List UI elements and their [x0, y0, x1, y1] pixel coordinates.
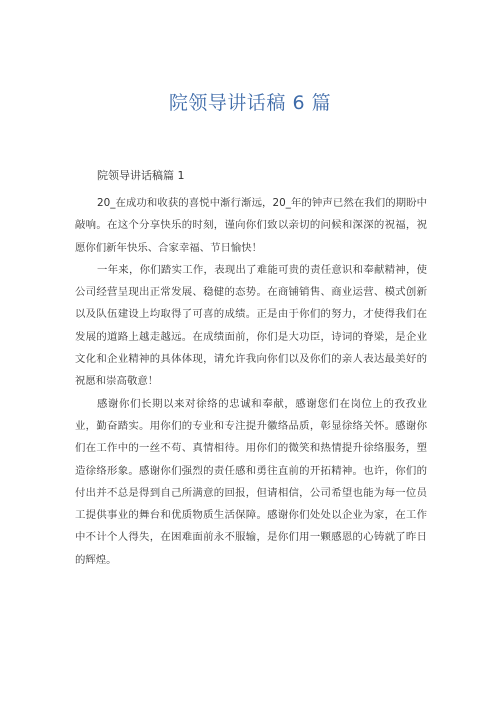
document-title: 院领导讲话稿 6 篇: [168, 92, 332, 114]
document-body: [75, 166, 427, 571]
paragraph: 感谢你们长期以来对徐络的忠诚和奉献，感谢您们在岗位上的孜孜业业，勤奋踏实。用你们的专业和专注提升徽络品质，彰显徐络关怀。感谢你们在工作中的一丝不苟、真情相待。用你们的微笑和热情提升徐络服务，塑造徐络形象。感谢你们强烈的责任感和勇往直前的开拓精神。也许，你们的付出并不总是得到自己所满意的回报，但请相信，公司希望也能为每一位员工提供事业的舞台和优质物质生活保障。感谢你们处处以企业为家，在工作中不计个人得失，在困难面前永不服输，是你们用一颗感恩的心铸就了昨日的辉煌。: [75, 397, 427, 566]
section-heading: 院领导讲话稿篇 1: [97, 169, 185, 182]
paragraph: 20_在成功和收获的喜悦中渐行渐远，20_年的钟声已然在我们的期盼中敲响。在这个分享快乐的时刻，谨向你们致以亲切的问候和深深的祝福，祝愿你们新年快乐、合家幸福、节日愉快！: [75, 197, 427, 254]
paragraph: 一年来，你们踏实工作，表现出了难能可贵的责任意识和奉献精神，使公司经营呈现出正常发展、稳健的态势。在商铺销售、商业运营、模式创新以及队伍建设上均取得了可喜的成绩。正是由于你们的努力，才使得我们在发展的道路上越走越远。在成绩面前，你们是大功臣，诗词的脊梁，是企业文化和企业精神的具体体现，请允许我向你们以及你们的亲人表达最美好的祝愿和崇高敬意！: [75, 263, 427, 388]
